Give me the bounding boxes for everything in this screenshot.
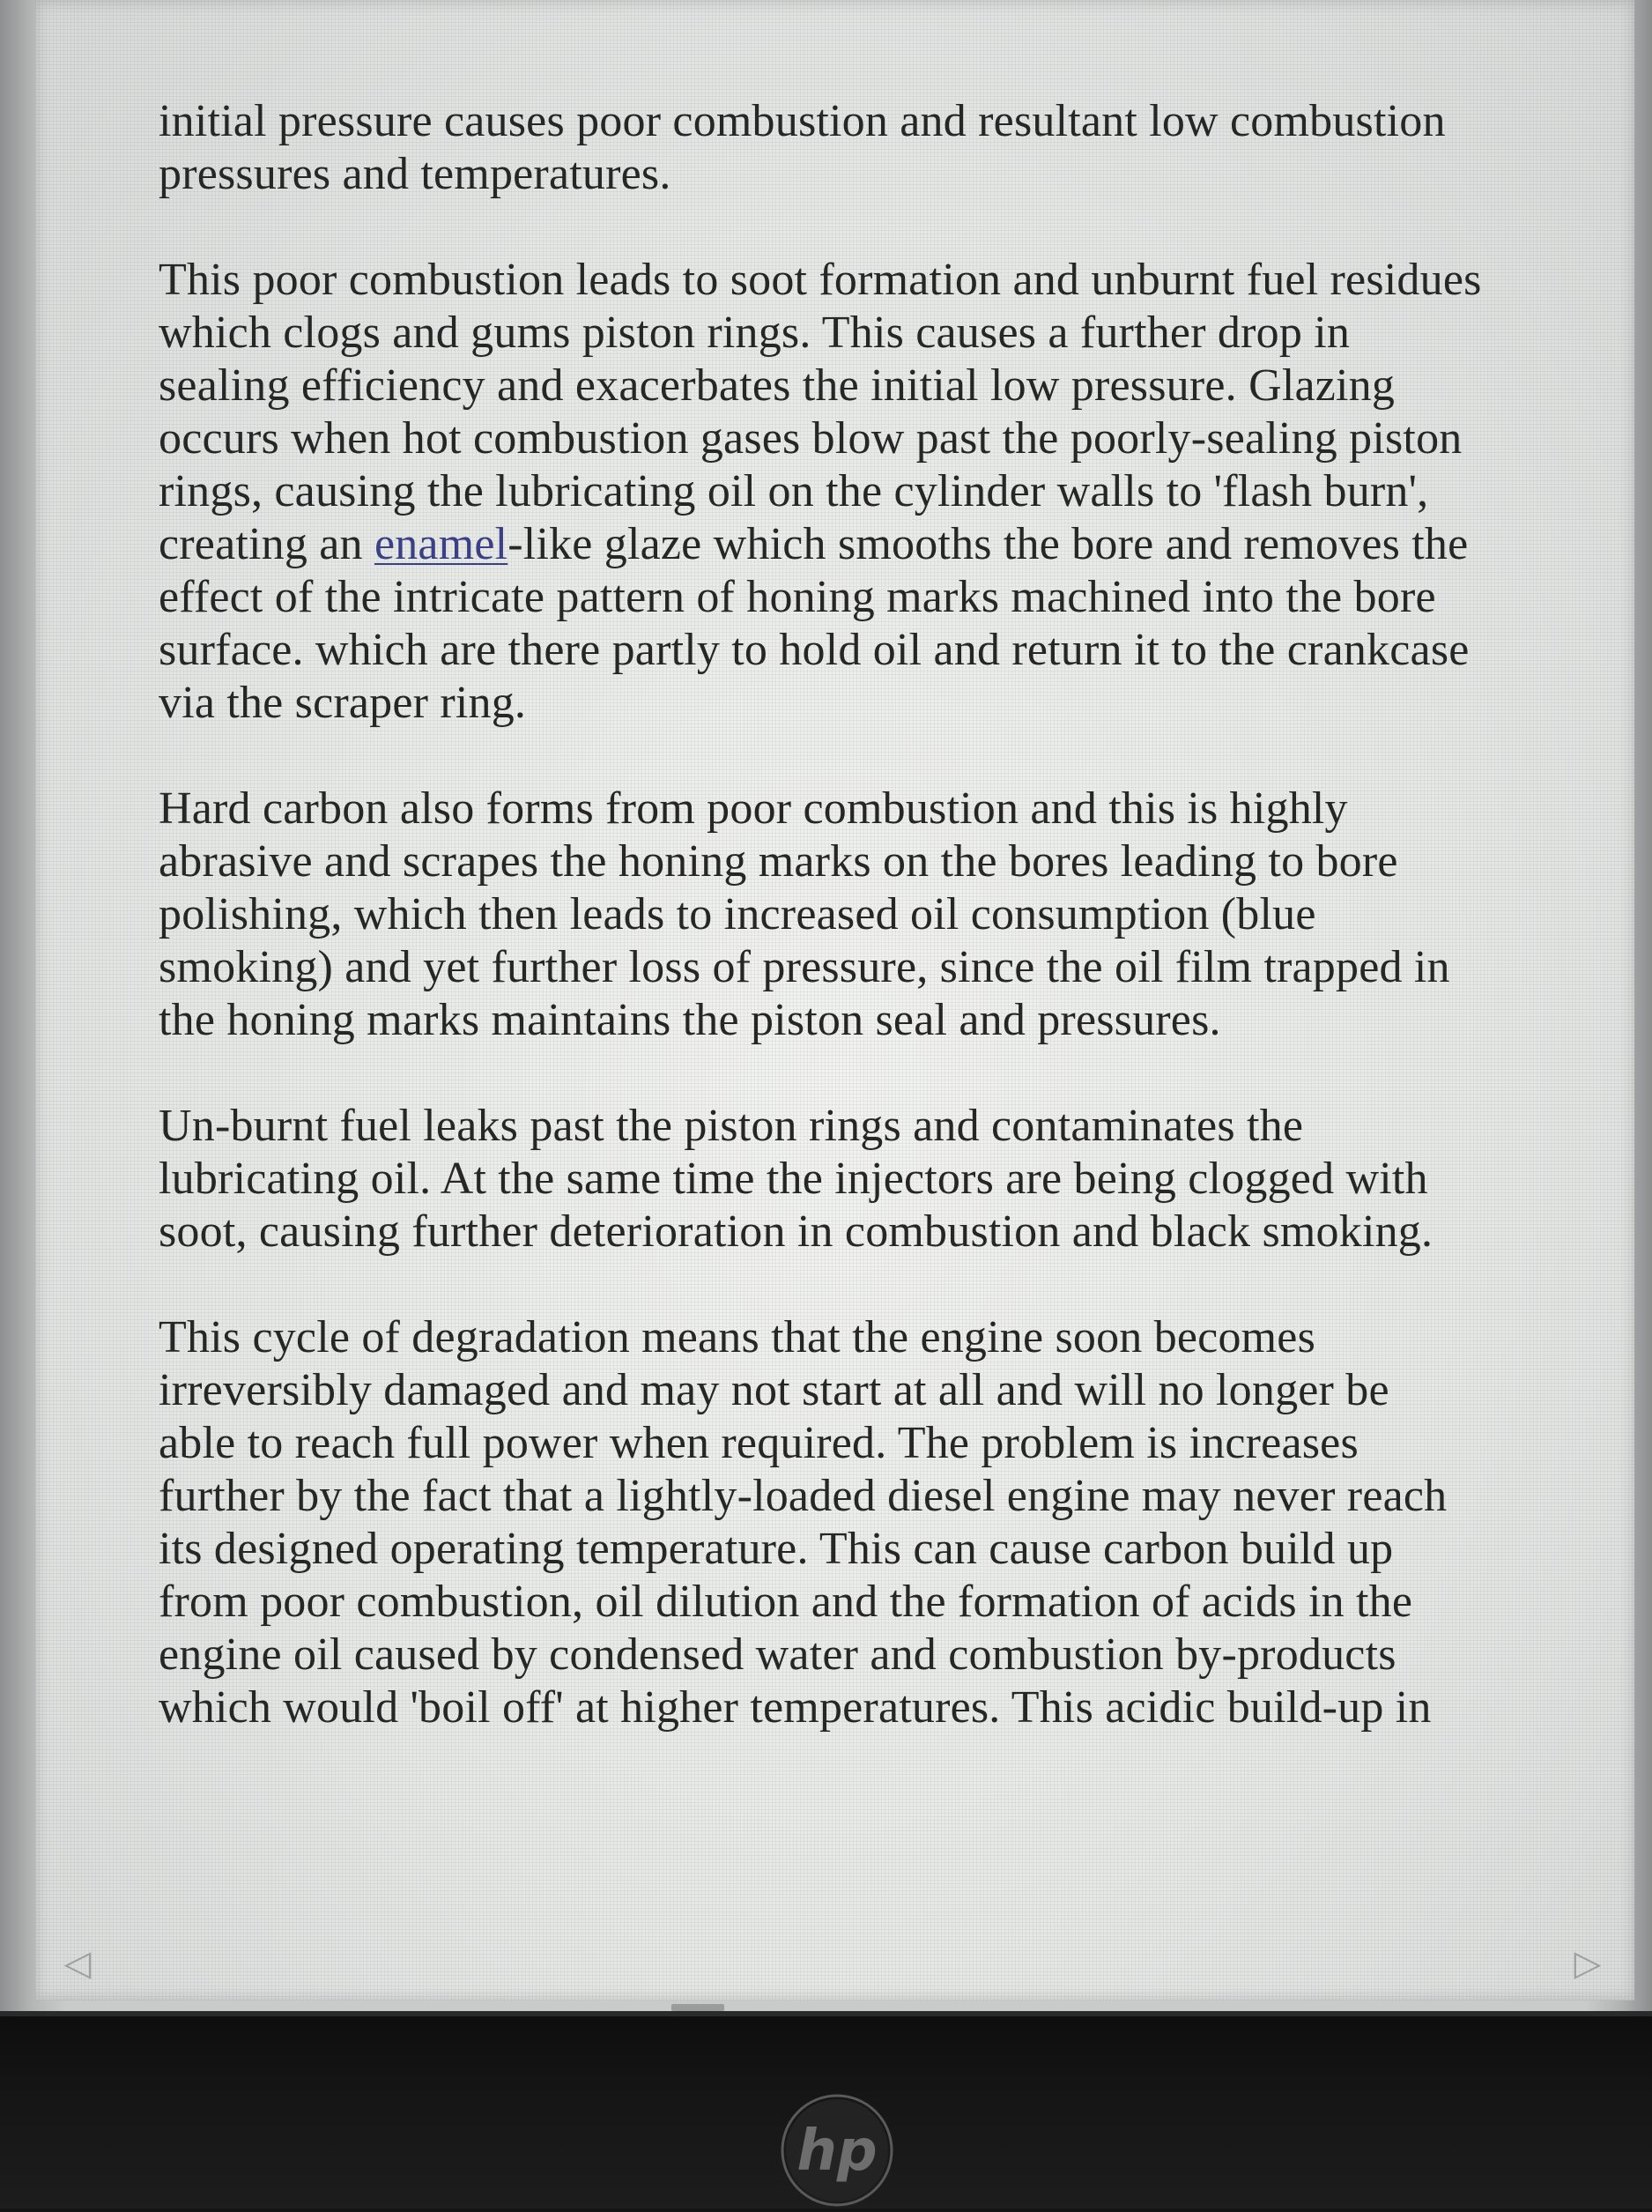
arrow-left-icon[interactable]: ◁	[63, 1943, 92, 1984]
document-body	[159, 95, 1586, 1787]
paragraph-3: Hard carbon also forms from poor combustion and this is highly abrasive and scrapes the honing marks on the bores leading to bore polishing, which then leads to increased oil consumption (blue smoking) and yet further loss of pressure, since the oil film trapped in the honing marks maintains the piston seal and pressures.	[159, 783, 1450, 1045]
hp-logo-text: hp	[796, 2119, 878, 2184]
paragraph-4: Un-burnt fuel leaks past the piston rings and contaminates the lubricating oil. At the same time the injectors are being clogged with soot, causing further deterioration in combustion and black smoking.	[159, 1101, 1433, 1257]
paragraph-2	[159, 254, 1586, 730]
paragraph-2-text-after-link: -like glaze which smooths the bore and removes the effect of the intricate pattern of honing marks machined into the bore surface. which are there partly to hold oil and return it to the crankcase via the scraper ring.	[159, 519, 1470, 728]
arrow-right-icon[interactable]: ▷	[1574, 1943, 1602, 1984]
paragraph-5: This cycle of degradation means that the engine soon becomes irreversibly damaged and may not start at all and will no longer be able to reach full power when required. The problem is increases further by the fact that a lightly-loaded diesel engine may never reach its designed operating temperature. This can cause carbon build up from poor combustion, oil dilution and the formation of acids in the engine oil caused by condensed water and combustion by-products which would 'boil off' at higher temperatures. This acidic build-up in	[159, 1312, 1448, 1733]
paragraph-1: initial pressure causes poor combustion and resultant low combustion pressures and temperatures.	[159, 96, 1446, 199]
enamel-link[interactable]: enamel	[374, 519, 508, 569]
hp-logo-icon	[775, 2089, 899, 2212]
document-page[interactable]	[35, 0, 1634, 2000]
bezel-notch	[671, 2004, 724, 2011]
paragraph-2-text-before-link: This poor combustion leads to soot formation and unburnt fuel residues which clogs and gums piston rings. This causes a further drop in sealing efficiency and exacerbates the initial low pressure. Glazing occurs when hot combustion gases blow past the poorly-sealing piston rings, causing the lubricating oil on the cylinder walls to 'flash burn', creating an	[159, 255, 1482, 569]
